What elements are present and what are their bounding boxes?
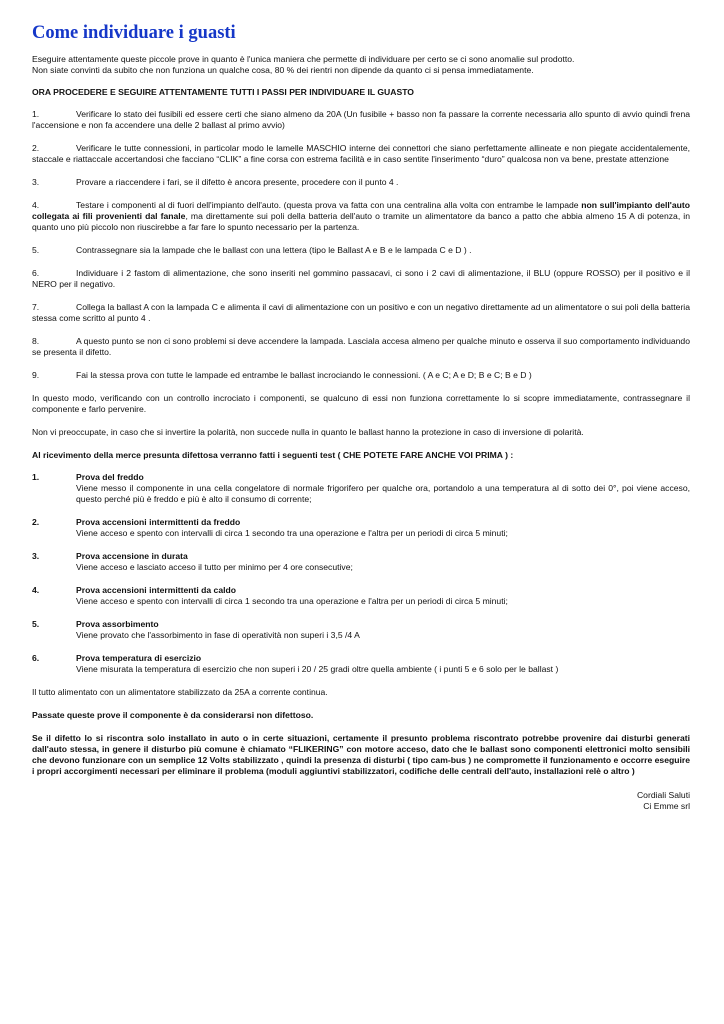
step-text: Fai la stessa prova con tutte le lampade ed entrambe le ballast incrociando le connessioni. ( A e C; A e D; B e C; B e D ) (76, 370, 532, 380)
test-item (32, 472, 690, 505)
step-number: 9. (32, 370, 40, 380)
test-item (32, 619, 690, 641)
test-description: Viene messo il componente in una cella congelatore di normale frigorifero per qualche ora, portandolo a una temperatura al di sotto dei 0°, poi viene acceso, questo perché più è freddo e più è alto il consumo di corrente; (76, 483, 690, 504)
polarity-paragraph: Non vi preoccupate, in caso che si invertire la polarità, non succede nulla in quanto le ballast hanno la protezione in caso di inversione di polarità. (32, 427, 584, 437)
test-item (32, 517, 690, 539)
step-number: 7. (32, 302, 40, 312)
test-item (32, 653, 690, 675)
step-number: 8. (32, 336, 40, 346)
steps-list (32, 109, 690, 381)
signature-company: Ci Emme srl (643, 801, 690, 811)
step-text: Testare i componenti al di fuori dell'impianto dell'auto. (questa prova va fatta con una centralina alla volta con entrambe le lampade (76, 200, 582, 210)
signature (32, 790, 690, 812)
step-text: Verificare lo stato dei fusibili ed essere certi che siano almeno da 20A (Un fusibile + basso non fa passare la corrente necessaria allo spunto di avvio quindi frena l'accensione e non fa accendere una delle 2 ballast al primo avvio) (32, 109, 690, 130)
test-description: Viene provato che l'assorbimento in fase di operatività non superi i 3,5 /4 A (76, 630, 360, 640)
main-heading: ORA PROCEDERE E SEGUIRE ATTENTAMENTE TUTTI I PASSI PER INDIVIDUARE IL GUASTO (32, 87, 414, 97)
step-number: 5. (32, 245, 40, 255)
intro-line-1: Eseguire attentamente queste piccole prove in quanto è l'unica maniera che permette di individuare per certo se ci sono anomalie sul prodotto. (32, 54, 575, 64)
test-item (32, 551, 690, 573)
step-item (32, 143, 690, 165)
step-text: Contrassegnare sia la lampade che le ballast con una lettera (tipo le Ballast A e B e le lampada C e D ) . (76, 245, 472, 255)
test-number: 6. (32, 653, 40, 663)
step-text: Collega la ballast A con la lampada C e alimenta il cavi di alimentazione con un positivo e con un negativo direttamente ad un alimentatore o sui poli della batteria stessa come scritto al punto 4 . (32, 302, 690, 323)
test-title: Prova del freddo (76, 472, 144, 482)
test-number: 1. (32, 472, 40, 482)
step-text: A questo punto se non ci sono problemi si deve accendere la lampada. Lasciala accesa almeno per qualche minuto e osserva il suo comportamento individuando se presenta il difetto. (32, 336, 690, 357)
cross-check-paragraph: In questo modo, verificando con un controllo incrociato i componenti, se qualcuno di essi non funziona correttamente lo si scopre immediatamente, contrassegnare il componente e farlo pervenire. (32, 393, 690, 414)
step-number: 3. (32, 177, 40, 187)
step-item (32, 336, 690, 358)
step-item (32, 177, 690, 188)
test-title: Prova assorbimento (76, 619, 159, 629)
test-item (32, 585, 690, 607)
step-number: 6. (32, 268, 40, 278)
signature-greeting: Cordiali Saluti (636, 790, 690, 800)
final-note: Se il difetto lo si riscontra solo installato in auto o in certe situazioni, certamente il presunto problema riscontrato potrebbe provenire dai disturbi generati dall'auto stessa, in genere il disturbo più comune è chiamato “FLIKERING” con motore acceso, dato che le ballast sono componenti elettronici molto sensibili che devono funzionare con un semplice 12 Volts stabilizzato , quindi la presenza di disturbi ( tipo cam-bus ) ne compromette il funzionamento e occorre eseguire i propri accorgimenti necessari per eliminare il problema (moduli aggiuntivi stabilizzatori, codifiche delle centrali dell'auto, installazioni relè o altro ) (32, 733, 690, 776)
step-item (32, 109, 690, 131)
test-title: Prova accensioni intermittenti da caldo (76, 585, 236, 595)
power-note: Il tutto alimentato con un alimentatore stabilizzato da 25A a corrente continua. (32, 687, 328, 697)
test-description: Viene acceso e spento con intervalli di circa 1 secondo tra una operazione e l'altra per un periodi di circa 5 minuti; (76, 528, 508, 538)
step-text: Individuare i 2 fastom di alimentazione, che sono inseriti nel gommino passacavi, ci sono i 2 cavi di alimentazione, il BLU (oppure ROSSO) per il positivo e il NERO per il negativo. (32, 268, 690, 289)
step-number: 1. (32, 109, 40, 119)
intro (32, 54, 690, 76)
step-text-bold: non sull'impianto dell'auto collegata ai fili provenienti dal fanale (32, 200, 690, 221)
step-number: 2. (32, 143, 40, 153)
step-text: Provare a riaccendere i fari, se il difetto è ancora presente, procedere con il punto 4 . (76, 177, 399, 187)
passed-note: Passate queste prove il componente è da considerarsi non difettoso. (32, 710, 314, 720)
test-title: Prova accensione in durata (76, 551, 188, 561)
step-item (32, 370, 690, 381)
step-item (32, 245, 690, 256)
test-number: 3. (32, 551, 40, 561)
test-number: 2. (32, 517, 40, 527)
step-item (32, 200, 690, 233)
test-description: Viene acceso e lasciato acceso il tutto per minimo per 4 ore consecutive; (76, 562, 353, 572)
test-description: Viene misurata la temperatura di esercizio che non superi i 20 / 25 gradi oltre quella ambiente ( i punti 5 e 6 solo per le ballast ) (76, 664, 559, 674)
test-title: Prova temperatura di esercizio (76, 653, 202, 663)
tests-list (32, 472, 690, 675)
step-text: , ma direttamente sui poli della batteria dell'auto o tramite un alimentatore da banco a patto che abbia almeno 15 A di potenza, in quanto uno più piccolo non riuscirebbe a far fare lo spunto necessario per la partenza. (32, 211, 690, 232)
document-page (32, 22, 690, 812)
page-title: Come individuare i guasti (32, 23, 236, 43)
test-description: Viene acceso e spento con intervalli di circa 1 secondo tra una operazione e l'altra per un periodi di circa 5 minuti; (76, 596, 508, 606)
tests-heading: Al ricevimento della merce presunta difettosa verranno fatti i seguenti test ( CHE POTETE FARE ANCHE VOI PRIMA ) : (32, 450, 514, 460)
intro-line-2: Non siate convinti da subito che non funziona un qualche cosa, 80 % dei rientri non dipende da quanto ci si pensa immediatamente. (32, 65, 534, 75)
step-item (32, 268, 690, 290)
test-title: Prova accensioni intermittenti da freddo (76, 517, 241, 527)
step-text: Verificare le tutte connessioni, in particolar modo le lamelle MASCHIO interne dei connettori che siano perfettamente allineate e non piegate accidentalemente, staccale e riattaccale accertandosi che facciano “CLIK” a fine corsa con estrema facilità e in caso sentite l'inserimento “duro” qualcosa non va bene, prestate attenzione (32, 143, 690, 164)
step-number: 4. (32, 200, 40, 210)
step-item (32, 302, 690, 324)
test-number: 4. (32, 585, 40, 595)
test-number: 5. (32, 619, 40, 629)
